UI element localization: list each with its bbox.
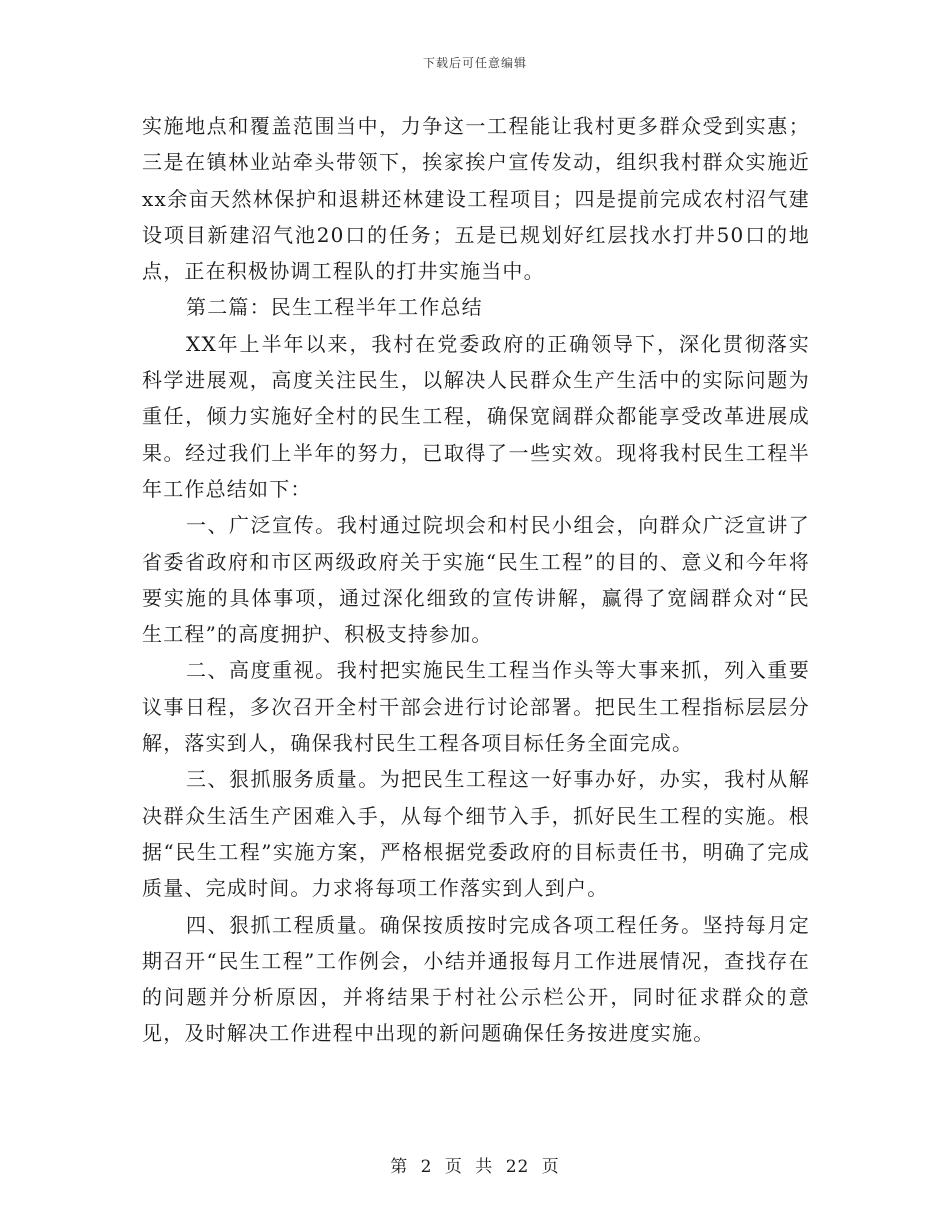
paragraph-item-4: 四、狠抓工程质量。确保按质按时完成各项工程任务。坚持每月定期召开“民生工程”工作例会，小结并通报每月工作进展情况，查找存在的问题并分析原因，并将结果于村社公示栏公开，同时征求群众的意见，及时解决工作进程中出现的新问题确保任务按进度实施。 <box>142 912 810 1046</box>
page-header: 下载后可任意编辑 <box>422 56 527 70</box>
page-footer: 第 2 页 共 22 页 <box>390 1157 560 1177</box>
paragraph-item-2: 二、高度重视。我村把实施民生工程当作头等大事来抓，列入重要议事日程，多次召开全村干部会进行讨论部署。把民生工程指标层层分解，落实到人，确保我村民生工程各项目标任务全面完成。 <box>142 658 810 756</box>
paragraph-continuation: 实施地点和覆盖范围当中，力争这一工程能让我村更多群众受到实惠；三是在镇林业站牵头带领下，挨家挨户宣传发动，组织我村群众实施近xx余亩天然林保护和退耕还林建设工程项目；四是提前完成农村沼气建设项目新建沼气池20口的任务；五是已规划好红层找水打井50口的地点，正在积极协调工程队的打井实施当中。 <box>142 114 810 284</box>
section-heading: 第二篇：民生工程半年工作总结 <box>186 295 483 320</box>
document-body <box>142 108 810 1052</box>
paragraph-item-1: 一、广泛宣传。我村通过院坝会和村民小组会，向群众广泛宣讲了省委省政府和市区两级政府关于实施“民生工程”的目的、意义和今年将要实施的具体事项，通过深化细致的宣传讲解，赢得了宽阔群众对“民生工程”的高度拥护、积极支持参加。 <box>142 513 810 647</box>
paragraph-item-3: 三、狠抓服务质量。为把民生工程这一好事办好，办实，我村从解决群众生活生产困难入手，从每个细节入手，抓好民生工程的实施。根据“民生工程”实施方案，严格根据党委政府的目标责任书，明确了完成质量、完成时间。力求将每项工作落实到人到户。 <box>142 767 810 901</box>
paragraph-intro: XX年上半年以来，我村在党委政府的正确领导下，深化贯彻落实科学进展观，高度关注民生，以解决人民群众生产生活中的实际问题为重任，倾力实施好全村的民生工程，确保宽阔群众都能享受改革进展成果。经过我们上半年的努力，已取得了一些实效。现将我村民生工程半年工作总结如下： <box>142 331 810 501</box>
